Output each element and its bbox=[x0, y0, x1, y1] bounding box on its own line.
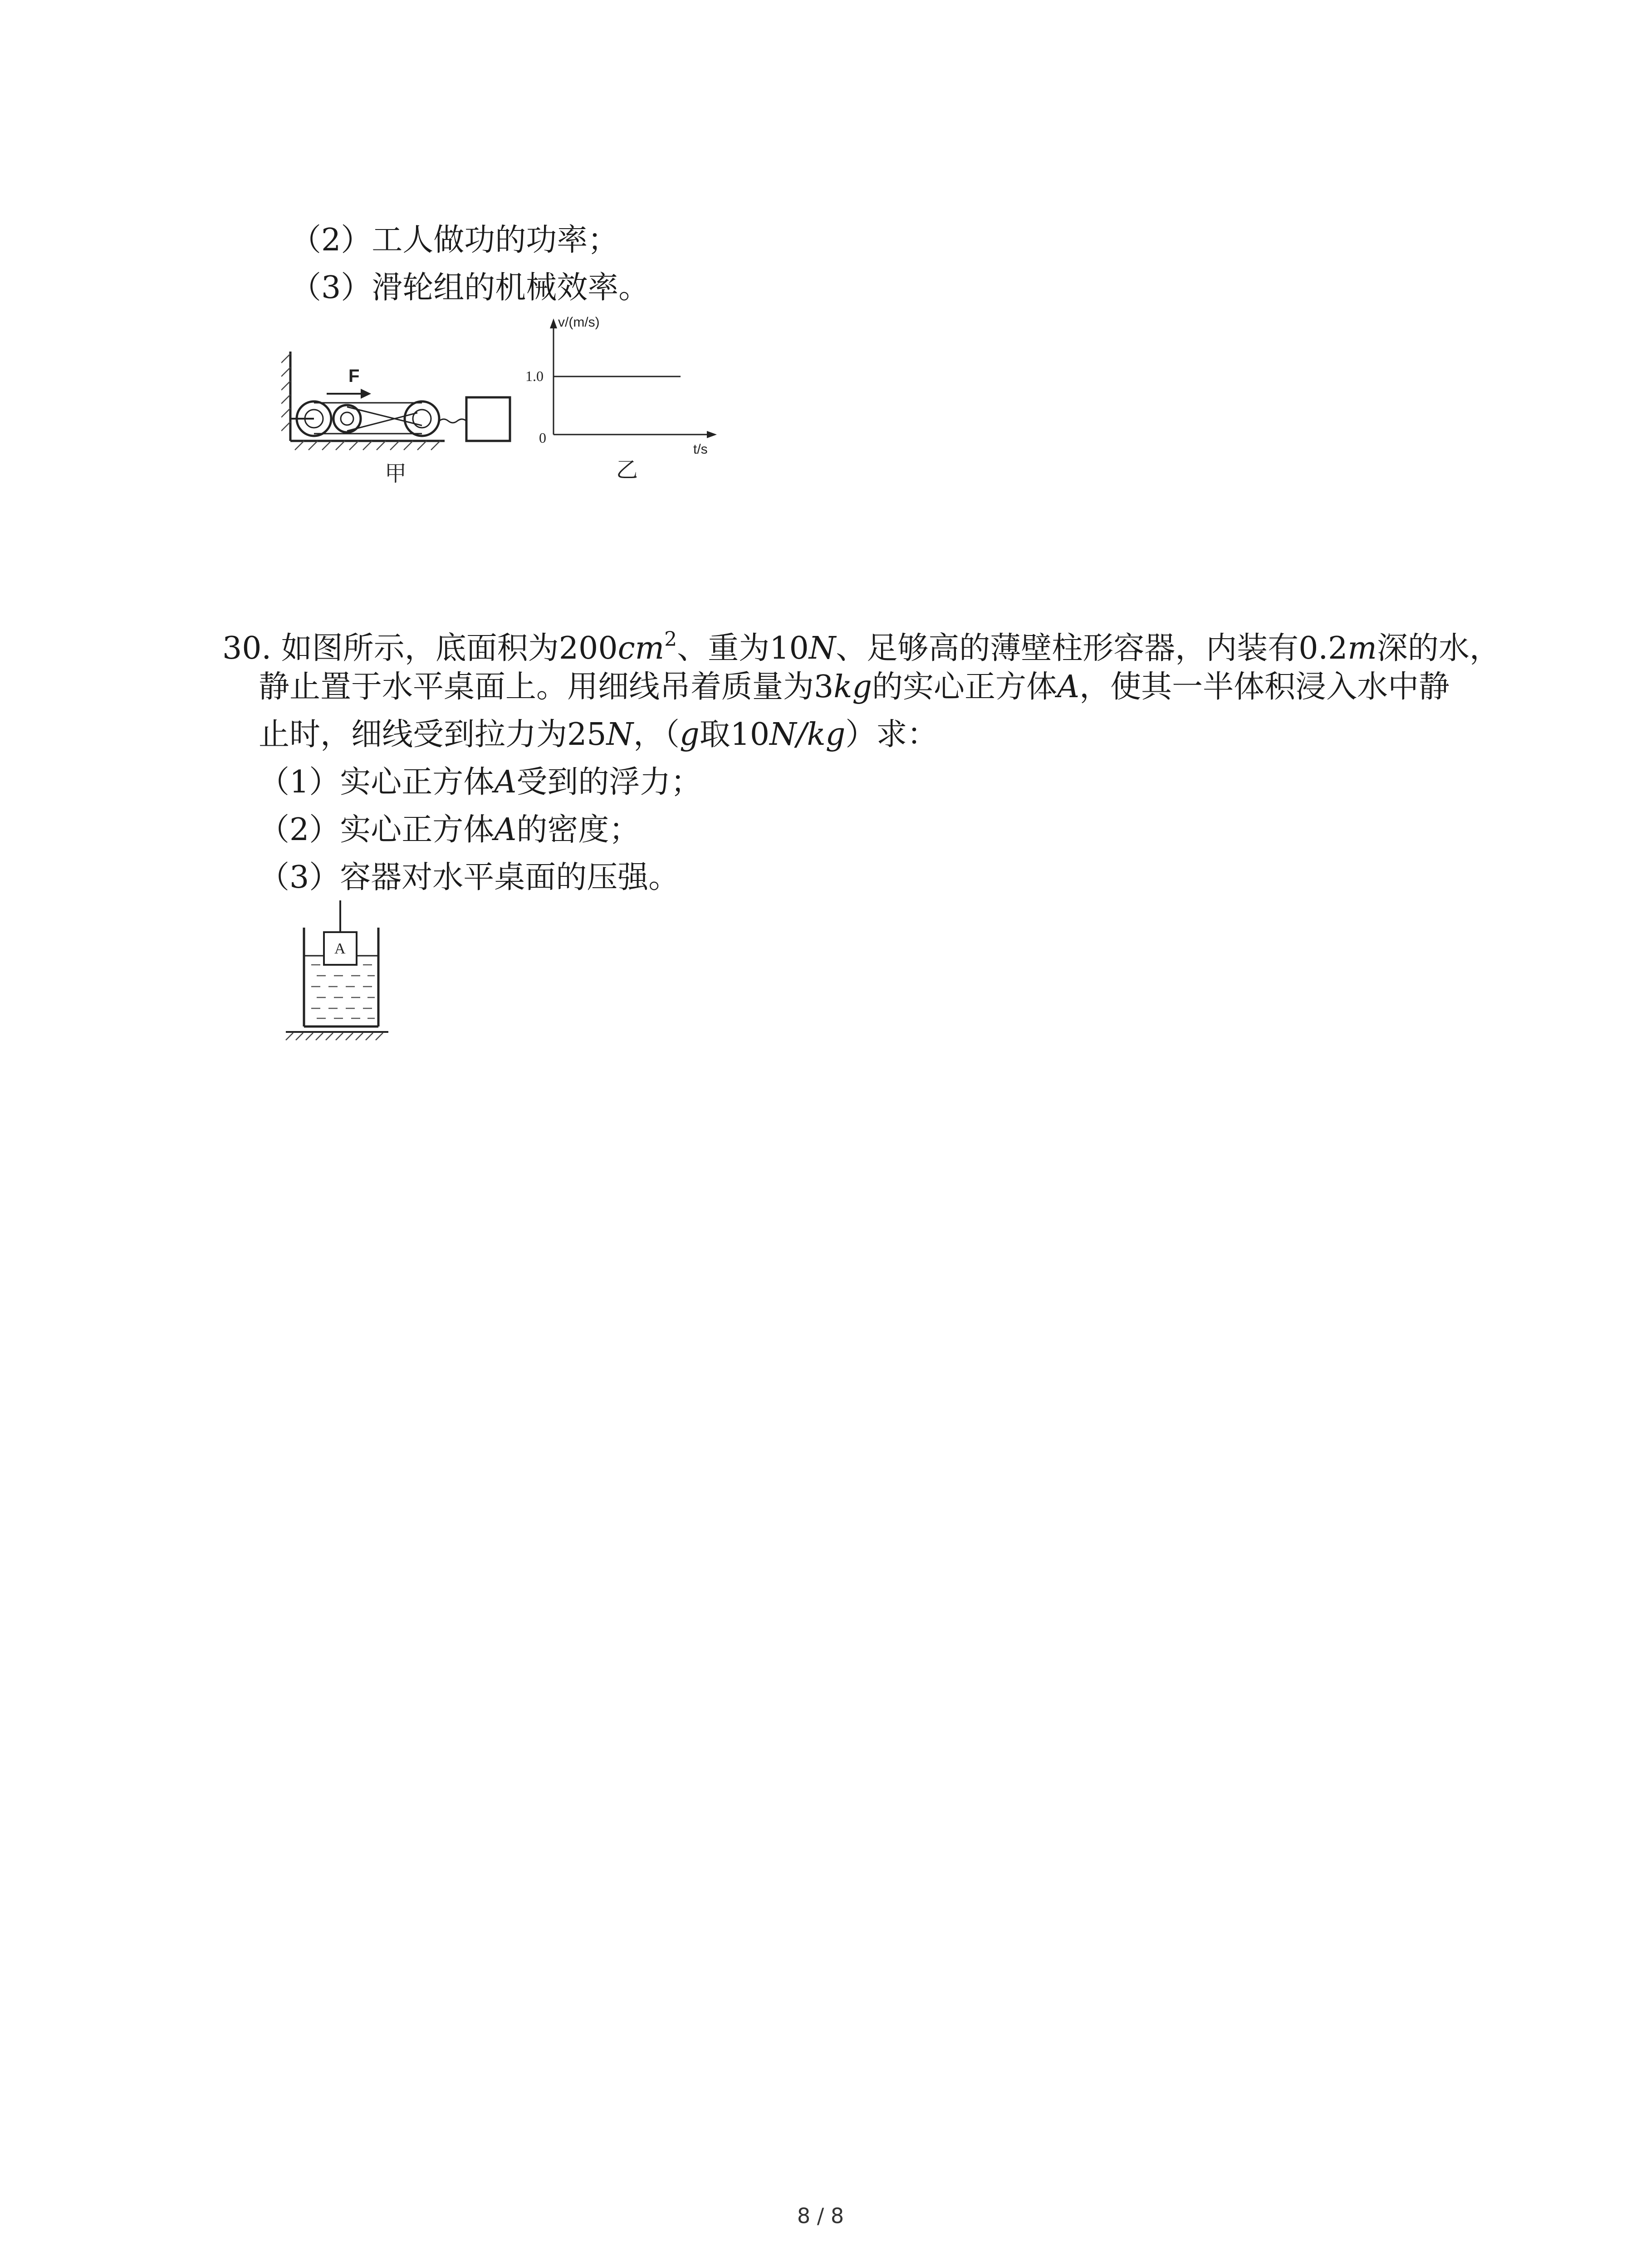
q30-sub-question-1 bbox=[259, 762, 701, 803]
q30-line-3 bbox=[259, 714, 938, 755]
number: 200 bbox=[558, 631, 618, 666]
number: 10 bbox=[730, 717, 770, 753]
q30-line-1 bbox=[222, 619, 1500, 669]
superscript: 2 bbox=[664, 628, 677, 651]
text: 的实心正方体 bbox=[872, 669, 1058, 705]
variable: A bbox=[1057, 669, 1080, 705]
text: 如图所示，底面积为 bbox=[281, 631, 559, 666]
number: 25 bbox=[567, 717, 607, 753]
number: 3 bbox=[814, 669, 834, 705]
text: ，（ bbox=[633, 717, 680, 753]
q30-sub-question-2 bbox=[259, 810, 640, 850]
unit: N bbox=[808, 631, 836, 666]
q29-sub-question-2: （2）工人做功的功率； bbox=[290, 222, 619, 258]
block-label: A bbox=[334, 940, 346, 957]
q30-line-2 bbox=[259, 667, 1450, 708]
text: 止时，细线受到拉力为 bbox=[259, 717, 568, 753]
variable: g bbox=[680, 717, 700, 753]
unit: m bbox=[1347, 631, 1377, 666]
text: 、足够高的薄壁柱形容器，内装有 bbox=[836, 631, 1299, 666]
page-number: 8 / 8 bbox=[797, 2204, 844, 2228]
force-label: F bbox=[348, 366, 360, 386]
number: 0.2 bbox=[1298, 631, 1348, 666]
figure-yi-velocity-time-graph bbox=[517, 313, 762, 481]
unit: N bbox=[606, 717, 634, 753]
text: （2）实心正方体 bbox=[259, 812, 495, 848]
y-axis-label: v/(m/s) bbox=[558, 315, 600, 330]
q30-sub-question-3: （3）容器对水平桌面的压强。 bbox=[259, 860, 680, 895]
text: （1）实心正方体 bbox=[259, 764, 495, 800]
text: 的密度； bbox=[516, 812, 640, 848]
q29-sub-question-3: （3）滑轮组的机械效率。 bbox=[290, 270, 650, 306]
figure-yi-caption: 乙 bbox=[616, 457, 638, 481]
question-number: 30. bbox=[222, 631, 272, 666]
text: 静止置于水平桌面上。用细线吊着质量为 bbox=[259, 669, 814, 705]
number: 10 bbox=[769, 631, 809, 666]
text: 取 bbox=[699, 717, 730, 753]
text: 受到的浮力； bbox=[516, 764, 702, 800]
y-tick-1: 1.0 bbox=[525, 368, 544, 384]
unit: cm bbox=[617, 631, 665, 666]
text: 、重为 bbox=[677, 631, 770, 666]
x-axis-label: t/s bbox=[693, 442, 708, 457]
text: ）求： bbox=[845, 717, 938, 753]
unit: kg bbox=[833, 669, 872, 705]
variable: A bbox=[494, 812, 517, 848]
text: ，使其一半体积浸入水中静 bbox=[1079, 669, 1450, 705]
variable: A bbox=[494, 764, 517, 800]
unit: N/kg bbox=[769, 717, 846, 753]
origin-label: 0 bbox=[539, 430, 546, 446]
figure-container-block bbox=[281, 900, 399, 1046]
text: 深的水， bbox=[1376, 631, 1500, 666]
figure-jia-caption: 甲 bbox=[385, 461, 407, 486]
